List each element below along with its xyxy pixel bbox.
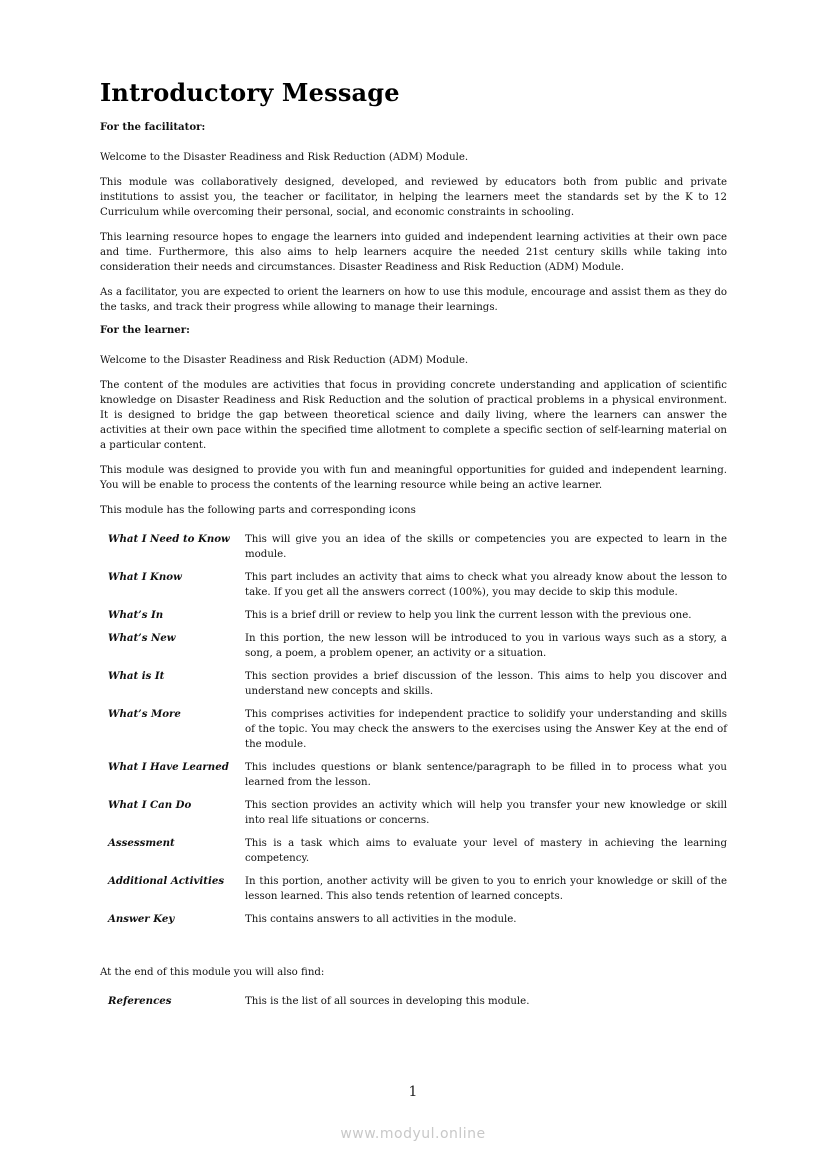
table-row [108, 874, 727, 912]
end-of-module-intro: At the end of this module you will also find: [100, 967, 325, 978]
references-description: This is the list of all sources in developing this module. [245, 996, 530, 1007]
part-description: This is a task which aims to evaluate your level of mastery in achieving the learning competency. [245, 838, 727, 864]
facilitator-paragraph: Welcome to the Disaster Readiness and Risk Reduction (ADM) Module. [100, 152, 469, 163]
table-row [108, 669, 727, 707]
part-term: What I Can Do [108, 799, 192, 811]
table-row [108, 912, 727, 935]
part-description: In this portion, another activity will be given to you to enrich your knowledge or skill of the lesson learned. This also tends retention of learned concepts. [245, 876, 727, 902]
table-row [108, 760, 727, 798]
learner-paragraph: This module has the following parts and corresponding icons [100, 505, 416, 516]
learner-paragraph: The content of the modules are activities that focus in providing concrete understanding and application of scientific knowledge on Disaster Readiness and Risk Reduction and the solution of practical problems in a physical environment. It is designed to bridge the gap between theoretical science and daily living, where the learners can answer the activities at their own pace within the specified time allotment to complete a specific section of self-learning material on a particular content. [100, 380, 727, 451]
learner-heading: For the learner: [100, 324, 190, 336]
part-term: What’s New [108, 632, 176, 644]
page-title: Introductory Message [100, 78, 400, 107]
table-row [108, 631, 727, 669]
facilitator-heading: For the facilitator: [100, 121, 206, 133]
part-description: This part includes an activity that aims to check what you already know about the lesson to take. If you get all the answers correct (100%), you may decide to skip this module. [245, 572, 727, 598]
table-row [108, 836, 727, 874]
learner-paragraph: This module was designed to provide you with fun and meaningful opportunities for guided and independent learning. You will be enable to process the contents of the learning resource while being an active learner. [100, 465, 727, 491]
table-row [108, 707, 727, 760]
part-term: What is It [108, 670, 165, 682]
part-term: What’s More [108, 708, 181, 720]
part-description: This includes questions or blank sentence/paragraph to be filled in to process what you learned from the lesson. [245, 762, 727, 788]
part-term: Additional Activities [108, 875, 225, 887]
document-page [100, 78, 727, 1009]
table-row [108, 570, 727, 608]
table-row [108, 994, 727, 1009]
part-description: This section provides an activity which will help you transfer your new knowledge or skill into real life situations or concerns. [245, 800, 727, 826]
learner-paragraph: Welcome to the Disaster Readiness and Risk Reduction (ADM) Module. [100, 355, 469, 366]
part-description: In this portion, the new lesson will be introduced to you in various ways such as a story, a song, a poem, a problem opener, an activity or a situation. [245, 633, 727, 659]
part-description: This section provides a brief discussion of the lesson. This aims to help you discover and understand new concepts and skills. [245, 671, 727, 697]
part-description: This comprises activities for independent practice to solidify your understanding and skills of the topic. You may check the answers to the exercises using the Answer Key at the end of the module. [245, 709, 727, 750]
part-term: What I Need to Know [108, 533, 230, 545]
facilitator-paragraph: This learning resource hopes to engage the learners into guided and independent learning activities at their own pace and time. Furthermore, this also aims to help learners acquire the needed 21st century skills while taking into consideration their needs and circumstances. Disaster Readiness and Risk Reduction (ADM) Module. [100, 232, 727, 273]
page-number: 1 [408, 1084, 418, 1100]
part-term: Assessment [108, 837, 175, 849]
part-description: This will give you an idea of the skills or competencies you are expected to learn in the module. [245, 534, 727, 560]
table-row [108, 608, 727, 631]
table-row [108, 532, 727, 570]
table-row [108, 798, 727, 836]
facilitator-paragraph: This module was collaboratively designed, developed, and reviewed by educators both from public and private institutions to assist you, the teacher or facilitator, in helping the learners meet the standards set by the K to 12 Curriculum while overcoming their personal, social, and economic constraints in schooling. [100, 177, 727, 218]
references-term: References [108, 995, 172, 1007]
part-term: Answer Key [108, 913, 175, 925]
part-description: This contains answers to all activities in the module. [245, 914, 517, 925]
part-term: What’s In [108, 609, 164, 621]
part-term: What I Have Learned [108, 761, 229, 773]
references-table [108, 994, 727, 1009]
facilitator-paragraph: As a facilitator, you are expected to orient the learners on how to use this module, encourage and assist them as they do the tasks, and track their progress while allowing to manage their learnings. [100, 287, 727, 313]
part-term: What I Know [108, 571, 182, 583]
watermark: www.modyul.online [340, 1126, 486, 1142]
part-description: This is a brief drill or review to help you link the current lesson with the previous one. [245, 610, 692, 621]
module-parts-table [108, 532, 727, 935]
